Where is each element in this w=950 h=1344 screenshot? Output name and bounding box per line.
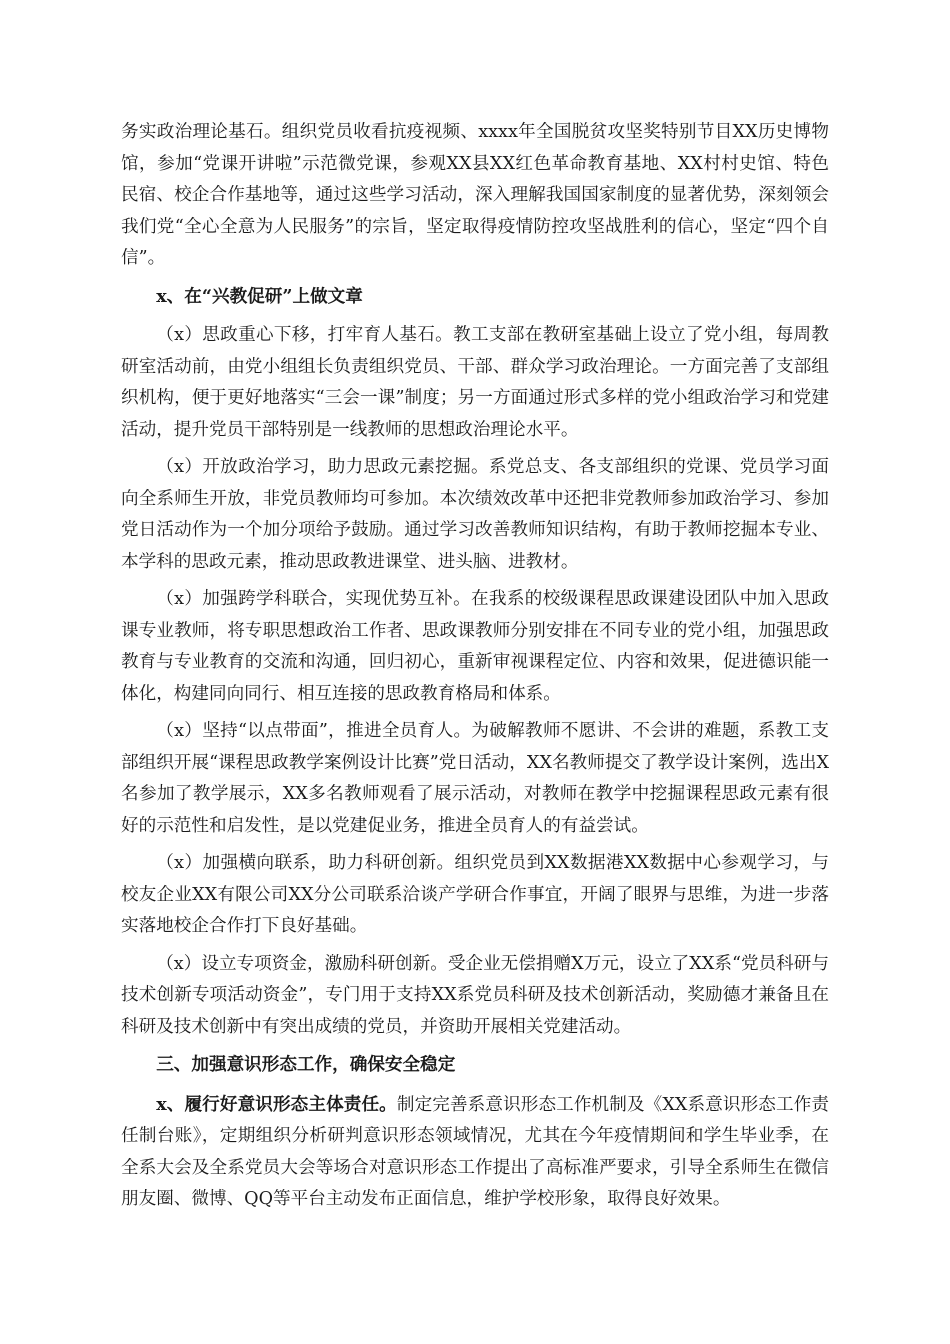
paragraph-open-political-study: （x）开放政治学习，助力思政元素挖掘。系党总支、各支部组织的党课、党员学习面向全系师生开放，非党员教师均可参加。本次绩效改革中还把非党教师参加政治学习、参加党日活动作为一个加分项给予鼓励。通过学习改善教师知识结构，有助于教师挖掘本专业、本学科的思政元素，推动思政教进课堂、进头脑、进教材。	[121, 457, 829, 572]
paragraph-horizontal-links: （x）加强横向联系，助力科研创新。组织党员到XX数据港XX数据中心参观学习，与校友企业XX有限公司XX分公司联系洽谈产学研合作事宜，开阔了眼界与思维，为进一步落实落地校企合作打下良好基础。	[121, 853, 829, 936]
paragraph-cross-discipline: （x）加强跨学科联合，实现优势互补。在我系的校级课程思政课建设团队中加入思政课专业教师，将专职思想政治工作者、思政课教师分别安排在不同专业的党小组，加强思政教育与专业教育的交流和沟通，回归初心，重新审视课程定位、内容和效果，促进德识能一体化，构建同向同行、相互连接的思政教育格局和体系。	[121, 589, 829, 704]
paragraph-ideology-responsibility	[121, 1089, 829, 1216]
section-heading-xingjiao-cuyan: x、在“兴教促研”上做文章	[156, 285, 363, 307]
paragraph-lead-bold: x、履行好意识形态主体责任。	[156, 1093, 397, 1115]
paragraph-special-fund: （x）设立专项资金，激励科研创新。受企业无偿捐赠X万元，设立了XX系“党员科研与技术创新专项活动资金”，专门用于支持XX系党员科研及技术创新活动，奖励德才兼备且在科研及技术创新中有突出成绩的党员，并资助开展相关党建活动。	[121, 953, 829, 1037]
section-heading-ideology-work: 三、加强意识形态工作，确保安全稳定	[156, 1054, 456, 1075]
document-body	[121, 117, 829, 1222]
paragraph-lead-body: 制定完善系意识形态工作机制及《XX系意识形态工作责任制台账》，定期组织分析研判意识形态领域情况，尤其在今年疫情期间和学生毕业季，在全系大会及全系党员大会等场合对意识形态工作提出了高标准严要求，引导全系师生在微信朋友圈、微博、QQ等平台主动发布正面信息，维护学校形象，取得良好效果。	[121, 1094, 829, 1209]
paragraph-ideological-focus: （x）思政重心下移，打牢育人基石。教工支部在教研室基础上设立了党小组，每周教研室活动前，由党小组组长负责组织党员、干部、群众学习政治理论。一方面完善了支部组织机构，便于更好地落实“三会一课”制度；另一方面通过形式多样的党小组政治学习和党建活动，提升党员干部特别是一线教师的思想政治理论水平。	[121, 325, 829, 440]
paragraph-point-to-area: （x）坚持“以点带面”，推进全员育人。为破解教师不愿讲、不会讲的难题，系教工支部组织开展“课程思政教学案例设计比赛”党日活动，XX名教师提交了教学设计案例，选出X名参加了教学展示，XX多名教师观看了展示活动，对教师在教学中挖掘课程思政元素有很好的示范性和启发性，是以党建促业务，推进全员育人的有益尝试。	[121, 721, 829, 836]
paragraph-continuation: 务实政治理论基石。组织党员收看抗疫视频、xxxx年全国脱贫攻坚奖特别节目XX历史博物馆，参加“党课开讲啦”示范微党课，参观XX县XX红色革命教育基地、XX村村史馆、特色民宿、校企合作基地等，通过这些学习活动，深入理解我国国家制度的显著优势，深刻领会我们党“全心全意为人民服务”的宗旨，坚定取得疫情防控攻坚战胜利的信心，坚定“四个自信”。	[121, 122, 829, 268]
